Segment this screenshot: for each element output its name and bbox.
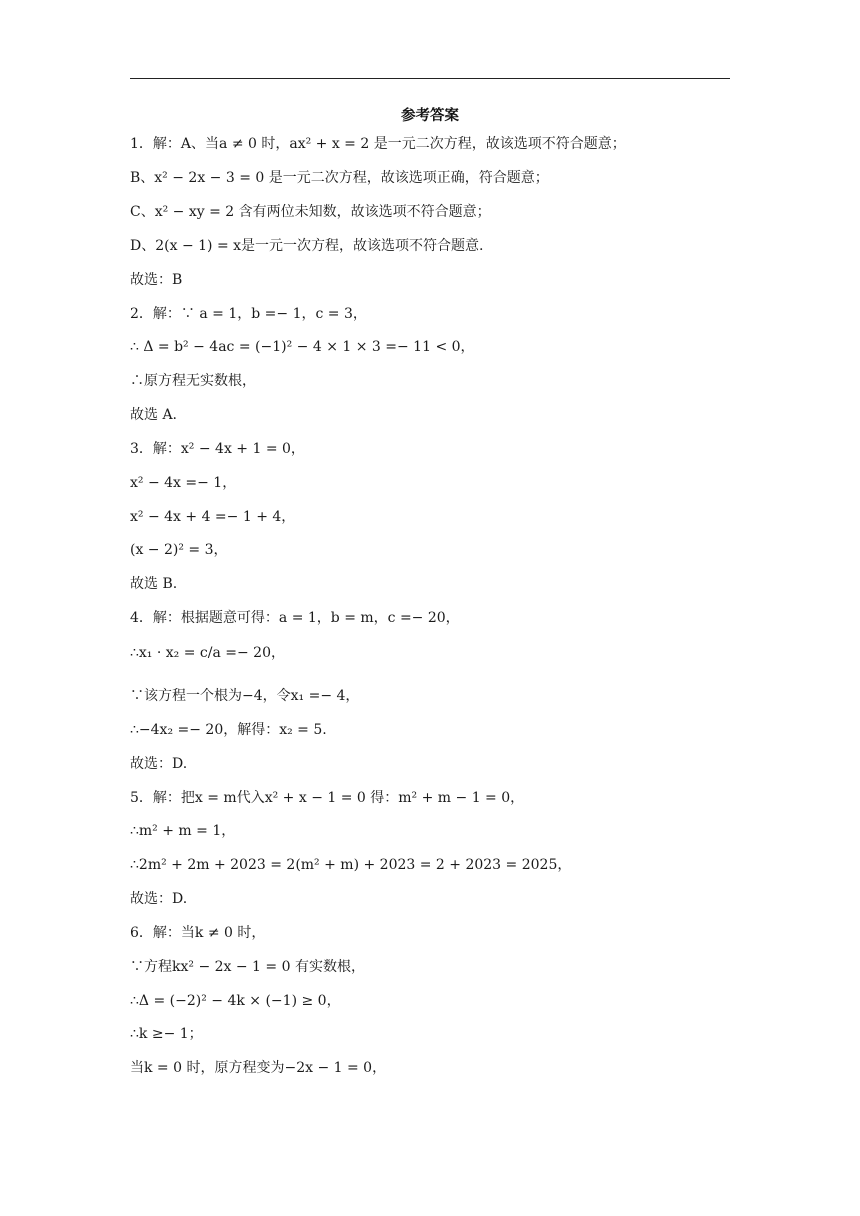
answer-line: 当k = 0 时，原方程变为−2x − 1 = 0， bbox=[130, 1060, 387, 1076]
answer-line: 故选 B. bbox=[130, 576, 178, 592]
answer-line: 6．解：当k ≠ 0 时， bbox=[130, 925, 266, 941]
answer-line: 故选：D. bbox=[130, 756, 188, 772]
answer-line: 4．解：根据题意可得：a = 1，b = m，c =− 20， bbox=[130, 610, 460, 626]
page-title: 参考答案 bbox=[401, 108, 459, 124]
header-rule bbox=[130, 78, 730, 79]
answer-line: ∴x₁ · x₂ = c/a =− 20， bbox=[130, 645, 285, 661]
answer-line: ∵方程kx² − 2x − 1 = 0 有实数根， bbox=[130, 959, 365, 975]
answer-line: 3．解：x² − 4x + 1 = 0， bbox=[130, 441, 305, 457]
answer-line: x² − 4x + 4 =− 1 + 4， bbox=[130, 509, 296, 525]
answer-line: ∴原方程无实数根， bbox=[130, 373, 256, 389]
answer-line: ∴−4x₂ =− 20，解得：x₂ = 5. bbox=[130, 722, 327, 738]
answer-line: B、x² − 2x − 3 = 0 是一元二次方程，故该选项正确，符合题意； bbox=[130, 170, 549, 186]
answer-line: 5．解：把x = m代入x² + x − 1 = 0 得：m² + m − 1 = 0， bbox=[130, 790, 525, 806]
answer-line: ∴m² + m = 1， bbox=[130, 823, 236, 839]
answer-line: ∵该方程一个根为−4，令x₁ =− 4， bbox=[130, 688, 360, 704]
answer-line: ∴k ≥− 1； bbox=[130, 1026, 203, 1042]
answer-line: 故选：B bbox=[130, 272, 183, 288]
answer-line: C、x² − xy = 2 含有两位未知数，故该选项不符合题意； bbox=[130, 204, 491, 220]
answer-line: 2．解：∵ a = 1，b =− 1，c = 3， bbox=[130, 306, 367, 322]
answer-line: ∴Δ = (−2)² − 4k × (−1) ≥ 0， bbox=[130, 993, 341, 1009]
answer-line: 故选：D. bbox=[130, 891, 188, 907]
answer-line: ∴ Δ = b² − 4ac = (−1)² − 4 × 1 × 3 =− 11 < 0， bbox=[130, 339, 475, 355]
answer-line: 故选 A. bbox=[130, 407, 178, 423]
answer-line: D、2(x − 1) = x是一元一次方程，故该选项不符合题意. bbox=[130, 238, 484, 254]
answer-line: x² − 4x =− 1， bbox=[130, 475, 237, 491]
answer-line: 1．解：A、当a ≠ 0 时，ax² + x = 2 是一元二次方程，故该选项不符合题意； bbox=[130, 136, 626, 152]
answer-line: ∴2m² + 2m + 2023 = 2(m² + m) + 2023 = 2 + 2023 = 2025， bbox=[130, 857, 572, 873]
answer-line: (x − 2)² = 3， bbox=[130, 542, 228, 558]
